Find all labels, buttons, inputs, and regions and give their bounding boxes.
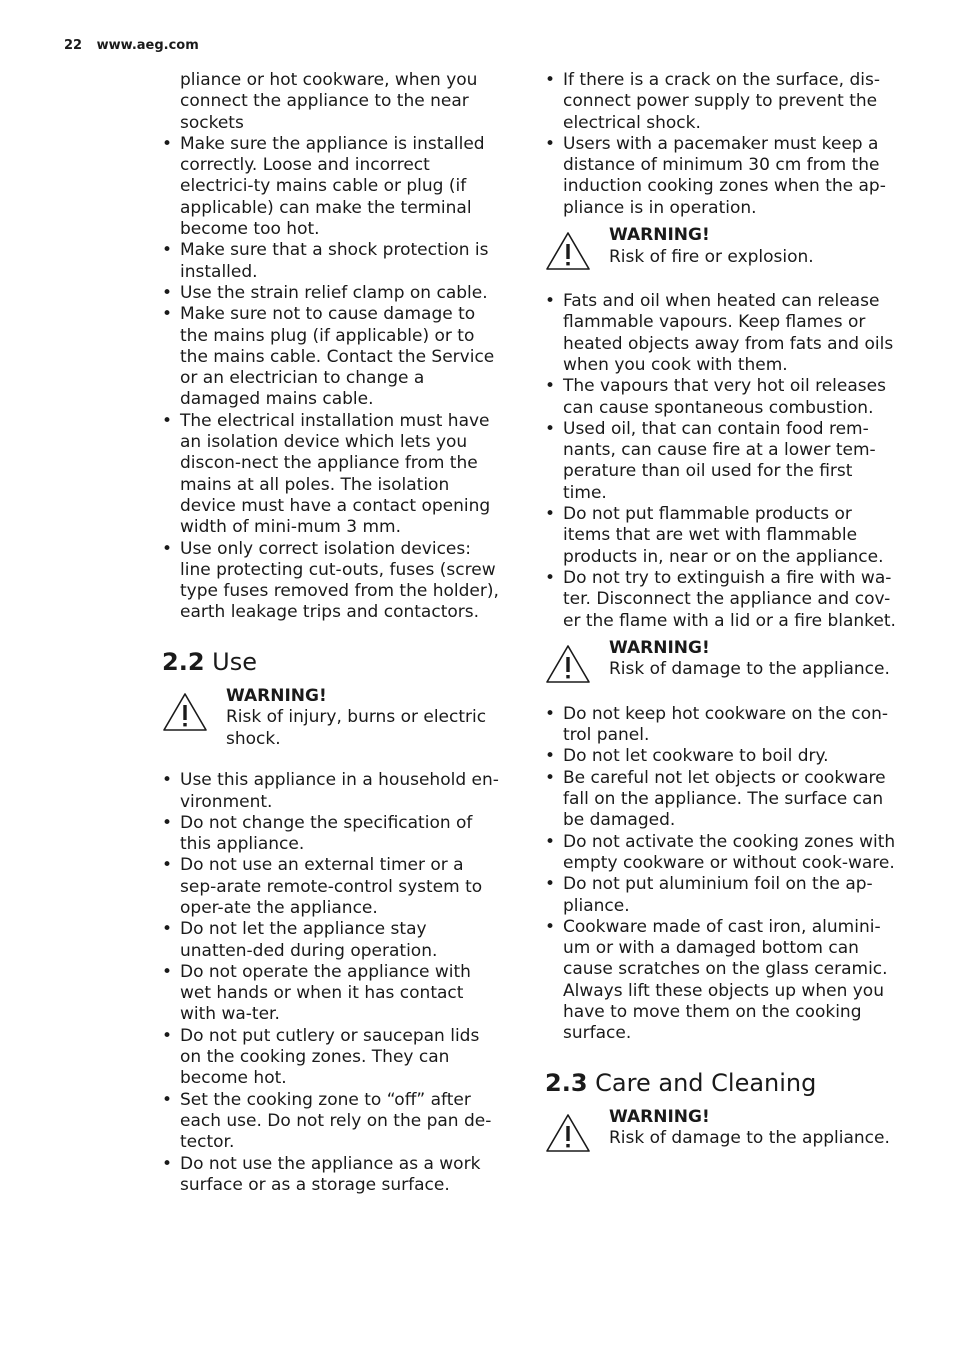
bullet-list xyxy=(545,70,897,219)
warning-text: Risk of injury, burns or electric shock. xyxy=(226,707,487,749)
list-item: • Do not try to extinguish a fire with wa-ter. Disconnect the appliance and cov-er the flame with a lid or a fire blanket. xyxy=(545,568,897,632)
section-heading xyxy=(545,1069,897,1097)
list-item: • Do not put aluminium foil on the ap-pliance. xyxy=(545,874,897,917)
list-item: • Do not put cutlery or saucepan lids on the cooking zones. They can become hot. xyxy=(162,1026,502,1090)
warning-title: WARNING! xyxy=(609,637,710,658)
list-item: • Users with a pacemaker must keep a distance of minimum 30 cm from the induction cooking zones when the ap-pliance is in operation. xyxy=(545,134,897,219)
list-item: • The vapours that very hot oil releases can cause spontaneous combustion. xyxy=(545,376,897,419)
right-column xyxy=(545,70,897,1173)
warning-triangle-icon xyxy=(545,644,591,684)
warning-text: Risk of damage to the appliance. xyxy=(609,659,890,680)
list-item: • Make sure that a shock protection is installed. xyxy=(162,240,502,283)
warning-title: WARNING! xyxy=(609,225,710,246)
list-item: • Do not keep hot cookware on the con-trol panel. xyxy=(545,704,897,747)
warning-box xyxy=(545,638,897,684)
list-item: • Be careful not let objects or cookware fall on the appliance. The surface can be damaged. xyxy=(545,768,897,832)
warning-box xyxy=(545,225,897,271)
list-item: • Cookware made of cast iron, alumini-um or with a damaged bottom can cause scratches on the glass ceramic. Always lift these objects up when you have to move them on the cooking surface. xyxy=(545,917,897,1045)
bullet-list xyxy=(545,704,897,1045)
list-item: • The electrical installation must have an isolation device which lets you discon-nect the appliance from the mains at all poles. The isolation device must have a contact opening width of mini-mum 3 mm. xyxy=(162,411,502,539)
list-item: • If there is a crack on the surface, dis-connect power supply to prevent the electrical shock. xyxy=(545,70,897,134)
list-item: • Used oil, that can contain food rem-nants, can cause fire at a lower tem-perature than oil used for the first time. xyxy=(545,419,897,504)
list-item: • Set the cooking zone to “off” after each use. Do not rely on the pan de-tector. xyxy=(162,1090,502,1154)
list-item: • Do not activate the cooking zones with empty cookware or without cook-ware. xyxy=(545,832,897,875)
list-item: • Use the strain relief clamp on cable. xyxy=(162,283,502,304)
warning-box xyxy=(545,1107,897,1153)
section-title: Care and Cleaning xyxy=(595,1068,817,1097)
warning-text: Risk of fire or explosion. xyxy=(609,246,814,267)
section-heading xyxy=(162,648,502,676)
left-column xyxy=(162,70,502,1196)
list-item: • Do not let the appliance stay unatten-ded during operation. xyxy=(162,919,502,962)
page-header xyxy=(64,38,199,53)
warning-triangle-icon xyxy=(545,231,591,271)
warning-triangle-icon xyxy=(545,1113,591,1153)
list-item: • Do not change the specification of this appliance. xyxy=(162,813,502,856)
list-item: • Do not use the appliance as a work surface or as a storage surface. xyxy=(162,1154,502,1197)
list-item: • Make sure not to cause damage to the mains plug (if applicable) or to the mains cable. Contact the Service or an electrician to change a damaged mains cable. xyxy=(162,304,502,410)
list-item: • Do not use an external timer or a sep-arate remote-control system to oper-ate the appliance. xyxy=(162,855,502,919)
section-title: Use xyxy=(212,647,257,676)
list-item: • Use only correct isolation devices: line protecting cut-outs, fuses (screw type fuses removed from the holder), earth leakage trips and contactors. xyxy=(162,539,502,624)
list-item: • Fats and oil when heated can release flammable vapours. Keep flames or heated objects away from fats and oils when you cook with them. xyxy=(545,291,897,376)
warning-text: Risk of damage to the appliance. xyxy=(609,1128,890,1149)
section-number: 2.2 xyxy=(162,647,205,676)
list-item: • Do not operate the appliance with wet hands or when it has contact with wa-ter. xyxy=(162,962,502,1026)
list-item: • Make sure the appliance is installed correctly. Loose and incorrect electrici-ty mains cable or plug (if applicable) can make the terminal become too hot. xyxy=(162,134,502,240)
warning-triangle-icon xyxy=(162,692,208,732)
bullet-list xyxy=(162,770,502,1196)
section-number: 2.3 xyxy=(545,1068,588,1097)
continued-text: pliance or hot cookware, when you connect the appliance to the near sockets xyxy=(180,70,478,133)
bullet-list xyxy=(162,134,502,624)
warning-title: WARNING! xyxy=(609,1106,710,1127)
list-item: • Use this appliance in a household en-vironment. xyxy=(162,770,502,813)
list-item: • Do not put flammable products or items that are wet with flammable products in, near or on the appliance. xyxy=(545,504,897,568)
page-number: 22 xyxy=(64,38,83,53)
warning-title: WARNING! xyxy=(226,685,327,706)
bullet-list xyxy=(545,291,897,632)
warning-box xyxy=(162,686,502,751)
website-url: www.aeg.com xyxy=(96,38,199,53)
list-item: • Do not let cookware to boil dry. xyxy=(545,746,897,767)
